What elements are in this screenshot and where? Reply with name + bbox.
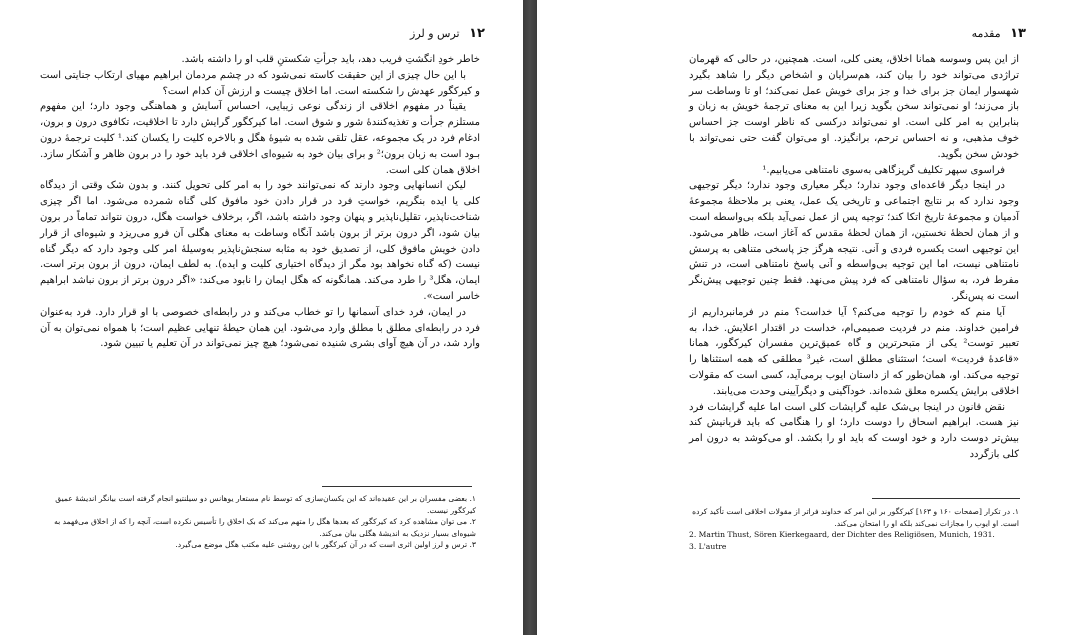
paragraph: در اینجا دیگر قاعده‌ای وجود ندارد؛ دیگر معیاری وجود ندارد؛ دیگر توجیهی وجود ندارد که بر نتایج اجتماعی و تاریخی یک عمل، یعنی بر ملاحظهٔ مجموعهٔ آدمیان و مجموعهٔ تاریخ اتکا کند؛ توجیه پس از عمل نمی‌آید بلکه بی‌واسطه است و از همان لحظهٔ نخستین، از همان لحظهٔ مقدس که آغاز است، ظاهر می‌شود. این توجیهی است یکسره فردی و آنی. نتیجه هرگز جز پاسخی متناهی به پرسش نامتناهی نیست، اما این توجیه بی‌واسطه و آنی پاسخ نامتناهی است، در تنش مفرط فرد، به سؤال نامتناهی که فرد پیش می‌نهد. فقط چنین توجیهی پیش‌نگر است نه پس‌نگر. [689, 180, 1019, 302]
footnote: ۱. بعضی مفسران بر این عقیده‌اند که این یکسان‌سازی که توسط نام مستعار یوهانس دو سیلنتیو انجام گرفته است بیانگر اندیشهٔ عمیق کیرکگور نیست. [55, 494, 476, 515]
footnote-rule [872, 498, 1020, 499]
right-footnotes [689, 506, 1019, 552]
paragraph: آیا منم که خودم را توجیه می‌کنم؟ آیا خداست؟ منم در فرمانبرداریم از فرامین خداوند. منم در فردیت صمیمی‌ام، خداست در اقتدار اعلایش. خدا، به تعبیر توست² یکی از متبحرترین و گاه عمیق‌ترین مفسران کیرکگور، همانا «قاعدهٔ فردیت» است؛ استثنای مطلق است، غیر³ مطلقی که همه استثناها را توجیه می‌کند. او، همان‌طور که از داستان ایوب برمی‌آید، کسی است که مقولات اخلاقی برایش یکسره معلق شده‌اند. خودآگینی و دیگرآیینی وحدت می‌یابند. [689, 306, 1019, 397]
left-footnotes [40, 493, 476, 551]
footnote-rule [322, 486, 472, 487]
running-title: مقدمه [971, 27, 1001, 40]
paragraph: از این پس وسوسه همانا اخلاق، یعنی کلی، است. همچنین، در حالی که قهرمان تراژدی می‌تواند خود را بیان کند، هم‌سرایان و اشخاص دیگر را شاهد بگیرد شهسوار ایمان جز برای خدا و جز برای خویش عمل نمی‌کند؛ او تا وساطت سر باز می‌زند؛ او نمی‌تواند سخن بگوید زیرا این به معنای ترجمهٔ خویش به زبان و بنابراین به امر کلی است. او نمی‌تواند درکسی که ناظر اوست جز احساس خوف مذهبی، و نه احساس ترحم، برانگیزد. او می‌توان گفت حتی نمی‌تواند با خودش سخن بگوید. [689, 54, 1019, 160]
footnote: 3. L'autre [689, 541, 727, 551]
paragraph: نقض قانون در اینجا بی‌شک علیه گرایشات کلی است اما علیه گرایشات فرد نیز هست. ابراهیم اسحاق را دوست دارد؛ او را هنگامی که باید قربانیش کند بیش‌تر دوست دارد و خود اوست که باید او را بکشد. او می‌کوشد به درون امر کلی بازگردد [689, 401, 1019, 460]
footnote: ۲. می توان مشاهده کرد که کیرکگور که بعدها هگل را متهم می‌کند که بک اخلاق را تأسیس نکرده است، آنچه را که از اخلاق می‌فهمد به شیوه‌ای بسیار نزدیک به اندیشهٔ هگلی بیان می‌کند. [54, 517, 476, 538]
right-page-header [537, 26, 1026, 41]
paragraph: لیکن انسانهایی وجود دارند که نمی‌توانند خود را به امر کلی تحویل کنند. و بدون شک وقتی از دیدگاه کلی یا ایده بنگریم، خواستِ فرد در قرار دادن خود مافوق کلی گناه شمرده می‌شود. اما اگر چیزی شناخت‌ناپذیر، تقلیل‌ناپذیر و پنهان وجود داشته باشد، اگر، برخلاف خواست هگل، درون نتواند تماماً در برون بیان شود، اگر درون برتر از برون باشد آنگاه وساطت به معنای هگلی آن فرو می‌ریزد و شیوه‌ای از قرار دادن خویش مافوق کلی، از تصدیق خود به مثابه سنجش‌ناپذیر به‌وسیلهٔ امر کلی وجود دارد که دیگر گناه نیست (که گناه نخواهد بود مگر از دیدگاه اختیاری کلیت و ایده). به لطف ایمان، درون از برون برتر است. ایمان، هگل³ را طرد می‌کند. همانگونه که هگل ایمان را نابود می‌کند: «اگر درون برتر از برون نباشد ابراهیم خاسر است». [40, 180, 481, 302]
footnote: 2. Martin Thust, Sören Kierkegaard, der Dichter des Religiösen, Munich, 1931. [689, 530, 995, 540]
left-page [0, 0, 523, 635]
left-body-text [40, 52, 480, 352]
footnote: ۱. در تکرار [صفحات ۱۶۰ و ۱۶۳] کیرکگور بر این امر که خداوند فراتر از مقولات اخلاقی است تأکید کرده است. او ایوب را مجازات نمی‌کند بلکه او را امتحان می‌کند. [692, 507, 1019, 528]
page-number: ۱۳ [1010, 26, 1026, 41]
page-number: ۱۲ [469, 26, 485, 41]
paragraph: فراسوی سپهر تکلیف گریزگاهی به‌سوی نامتناهی می‌یابیم.¹ [762, 164, 1005, 176]
left-page-header [0, 26, 485, 41]
footnote: ۳. ترس و لرز اولین اثری است که در آن کیرکگور با این روشنی علیه مکتب هگل موضع می‌گیرد. [175, 540, 476, 550]
running-title: ترس و لرز [410, 27, 460, 40]
paragraph: خاطر خودِ انگشتِ فریب دهد، باید جرأتِ شکستنِ قلب او را داشته باشد. [181, 54, 480, 65]
paragraph: یقیناً در مفهوم اخلاقی از زندگی نوعی زیبایی، احساس آسایش و هماهنگی وجود دارد؛ این مفهوم مستلزم جرأت و تغذیه‌کنندهٔ شور و شوق است. اما کیرکگور گرایش دارد تا اخلاقیت، تکافوی درون و برون، ادغام فرد در یک مجموعه، عقل تلقی شده به شیوهٔ هگل و بالاخره کلیت را یکسان کند.¹ کلیت ترجمهٔ درون بـود است به زبان برون؛² و برای بیان خود به شیوه‌ای اخلاقی فرد باید خود را در برون ظاهر و آشکار سازد. اخلاق همان کلی است. [40, 101, 480, 176]
paragraph: با این حال چیزی از این حقیقت کاسته نمی‌شود که در چشم مردمان ابراهیم مهیای ارتکاب جنایتی است و کیرکگور عهدش را شکسته است. اما اخلاق چیست و ارزش آن کدام است؟ [40, 69, 480, 97]
right-body-text [689, 52, 1019, 463]
paragraph: در ایمان، فرد خدای آسمانها را تو خطاب می‌کند و در رابطه‌ای خصوصی با او قرار دارد. فرد به‌عنوان فرد در رابطه‌ای مطلق با مطلق وارد می‌شود. این همان حیطهٔ تنهایی عظیم است؛ با همواه نمی‌توان به آن وارد شد، در آن هیچ آوای بشری شنیده نمی‌شود؛ هیچ چیز نمی‌تواند در آن تعلیم یا تبیین شود. [40, 306, 480, 350]
right-page [537, 0, 1088, 635]
book-gutter [523, 0, 537, 635]
